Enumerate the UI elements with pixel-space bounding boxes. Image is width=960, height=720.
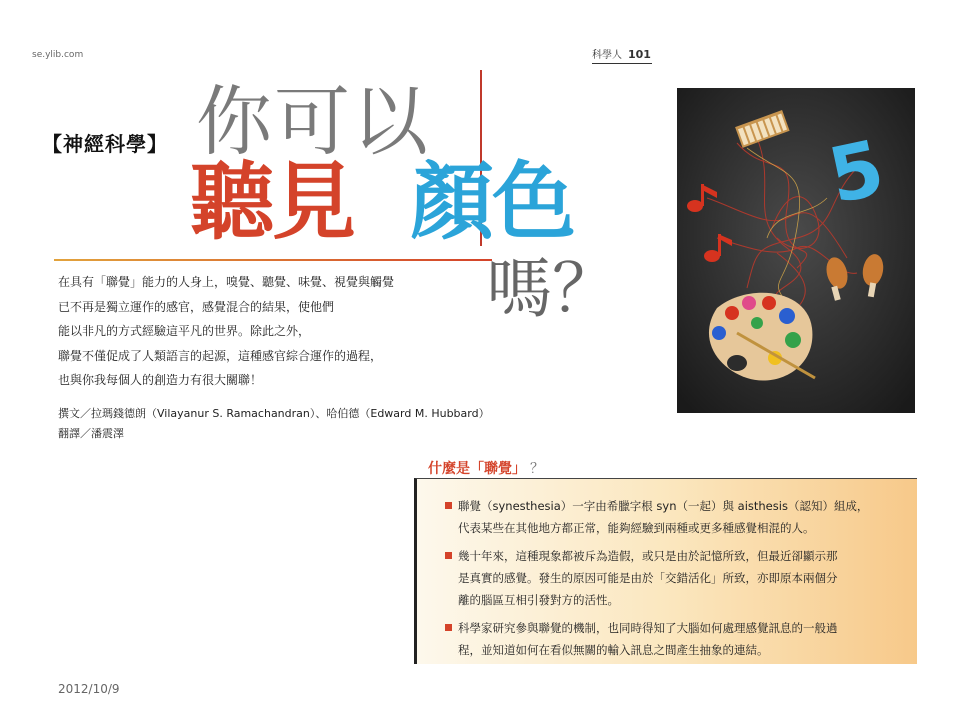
slide-date: 2012/10/9 — [58, 682, 120, 696]
title-line-2-blue: 顏色 — [410, 152, 575, 251]
bullet-icon — [445, 552, 452, 559]
list-item: 聯覺（synesthesia）一字由希臘字根 syn（一起）與 aisthesis（認知）組成， 代表某些在其他地方都正常，能夠經驗到兩種或更多種感覺相混的人。 — [445, 495, 915, 539]
sidebar-heading-mark: ？ — [530, 461, 544, 477]
intro-line: 已不再是獨立運作的感官，感覺混合的結果，使他們 — [58, 299, 335, 314]
photo-illustration — [677, 88, 915, 413]
list-item: 幾十年來，這種現象都被斥為造假，或只是由於記憶所致，但最近卻顯示那 是真實的感覺。發生的原因可能是由於「交錯活化」所致，亦即原本兩個分 離的腦區互相引發對方的活性。 — [445, 545, 915, 611]
intro-line: 在具有「聯覺」能力的人身上，嗅覺、聽覺、味覺、視覺與觸覺 — [58, 275, 395, 289]
title-line-2-red: 聽見 — [190, 152, 355, 251]
page-number: 101 — [628, 48, 651, 61]
credits — [58, 404, 490, 444]
sidebar-heading: 什麼是「聯覺」 ？ — [428, 461, 544, 477]
magazine-name: 科學人 — [592, 50, 622, 61]
bullet-icon — [445, 502, 452, 509]
site-url: se.ylib.com — [32, 50, 84, 60]
title-line-1: 你可以 — [196, 77, 430, 166]
intro-line: 能以非凡的方式經驗這平凡的世界。除此之外， — [58, 324, 311, 338]
bullet-icon — [445, 624, 452, 631]
translator-credit: 翻譯／潘震澤 — [58, 427, 124, 440]
category-label: 【神經科學】 — [42, 132, 168, 156]
title-underline — [54, 259, 492, 261]
synesthesia-collage-photo — [677, 88, 915, 413]
page-header — [592, 46, 652, 64]
number-five: 5 — [821, 122, 892, 221]
sidebar-box — [414, 478, 917, 664]
author-credit: 撰文／拉瑪錢德朗（Vilayanur S. Ramachandran）、哈伯德（Edward M. Hubbard） — [58, 407, 490, 420]
list-item: 科學家研究參與聯覺的機制，也同時得知了大腦如何處理感覺訊息的一般過 程，並知道如何在看似無關的輸入訊息之間產生抽象的連結。 — [445, 617, 915, 661]
intro-paragraph — [58, 270, 478, 393]
intro-line: 也與你我每個人的創造力有很大關聯！ — [58, 373, 263, 387]
title-line-3: 嗎？ — [486, 250, 618, 327]
intro-line: 聯覺不僅促成了人類語言的起源，這種感官綜合運作的過程， — [58, 348, 383, 363]
